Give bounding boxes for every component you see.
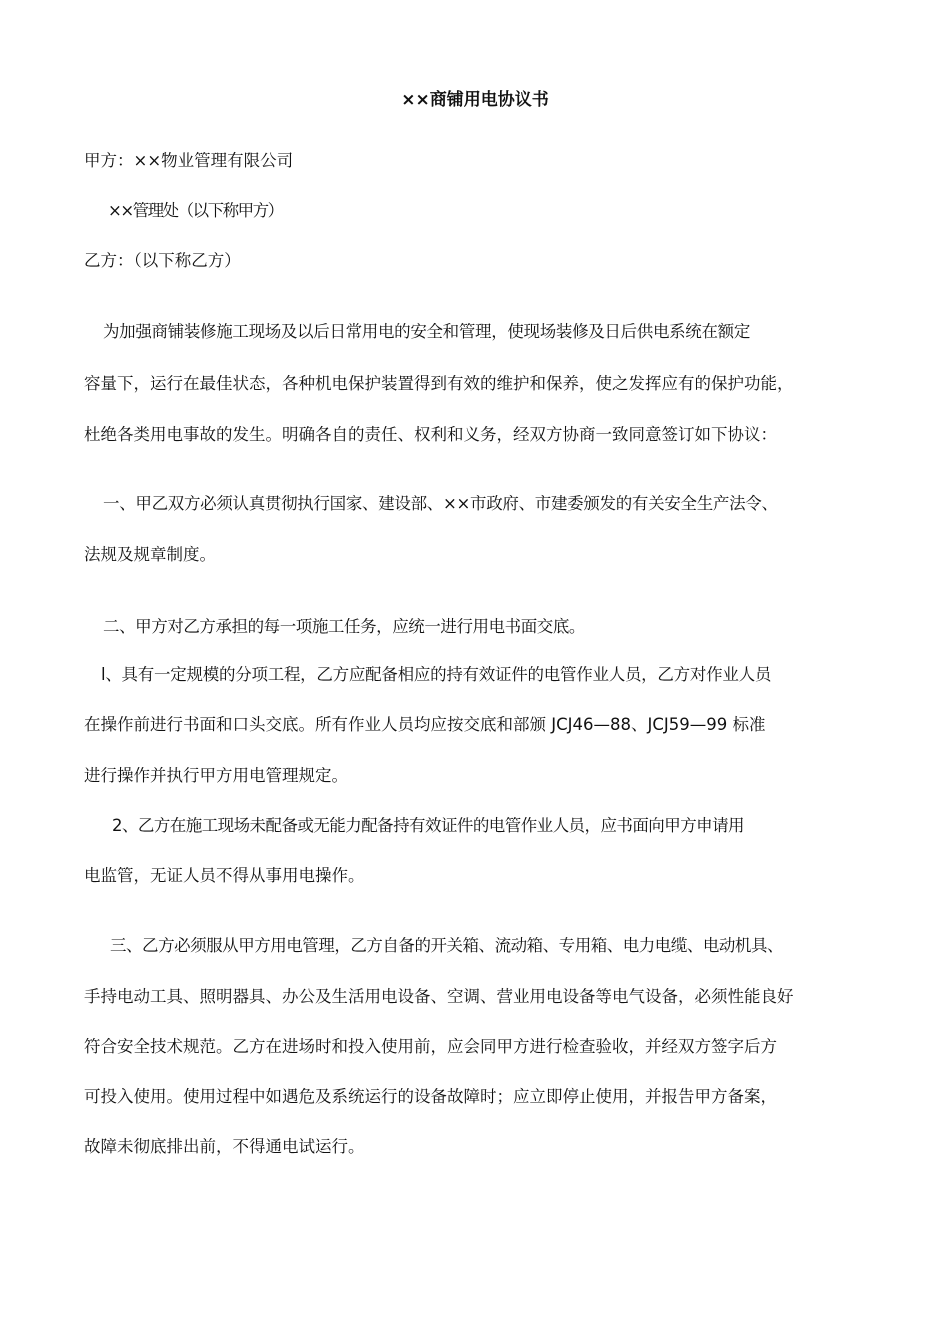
clause-2-item-1-line-1: l、具有一定规模的分项工程，乙方应配备相应的持有效证件的电管作业人员，乙方对作业人员 [101, 665, 772, 684]
party-b-line: 乙方：（以下称乙方） [84, 251, 241, 270]
clause-3-line-2: 手持电动工具、照明器具、办公及生活用电设备、空调、营业用电设备等电气设备，必须性能良好 [84, 987, 794, 1006]
intro-line-1: 为加强商铺装修施工现场及以后日常用电的安全和管理，使现场装修及日后供电系统在额定 [103, 322, 751, 341]
document-title: ××商铺用电协议书 [401, 90, 549, 110]
party-a-line: 甲方：××物业管理有限公司 [84, 151, 294, 170]
clause-3-line-1: 三、乙方必须服从甲方用电管理，乙方自备的开关箱、流动箱、专用箱、电力电缆、电动机具、 [110, 936, 784, 955]
clause-3-line-5: 故障未彻底排出前，不得通电试运行。 [84, 1137, 365, 1156]
clause-2-item-1-line-3: 进行操作并执行甲方用电管理规定。 [84, 766, 348, 785]
clause-2-item-1-line-2: 在操作前进行书面和口头交底。所有作业人员均应按交底和部颁 JCJ46—88、JCJ59—99 标准 [84, 715, 766, 734]
clause-2-item-2-line-1: 2、乙方在施工现场未配备或无能力配备持有效证件的电管作业人员，应书面向甲方申请用 [112, 816, 744, 835]
clause-3-line-4: 可投入使用。使用过程中如遇危及系统运行的设备故障时；应立即停止使用，并报告甲方备案， [84, 1087, 777, 1106]
intro-line-2: 容量下，运行在最佳状态，各种机电保护装置得到有效的维护和保养，使之发挥应有的保护功能， [84, 374, 794, 393]
intro-line-3: 杜绝各类用电事故的发生。明确各自的责任、权利和义务，经双方协商一致同意签订如下协议： [84, 425, 777, 444]
clause-1-line-2: 法规及规章制度。 [84, 545, 216, 564]
party-a-office-line: ××管理处（以下称甲方） [108, 201, 283, 220]
clause-2-item-2-line-2: 电监管，无证人员不得从事用电操作。 [84, 866, 365, 885]
clause-2-heading: 二、甲方对乙方承担的每一项施工任务，应统一进行用电书面交底。 [103, 617, 586, 636]
clause-1-line-1: 一、甲乙双方必须认真贯彻执行国家、建设部、××市政府、市建委颁发的有关安全生产法令、 [103, 494, 778, 513]
clause-3-line-3: 符合安全技术规范。乙方在进场时和投入使用前，应会同甲方进行检查验收，并经双方签字后方 [84, 1037, 777, 1056]
